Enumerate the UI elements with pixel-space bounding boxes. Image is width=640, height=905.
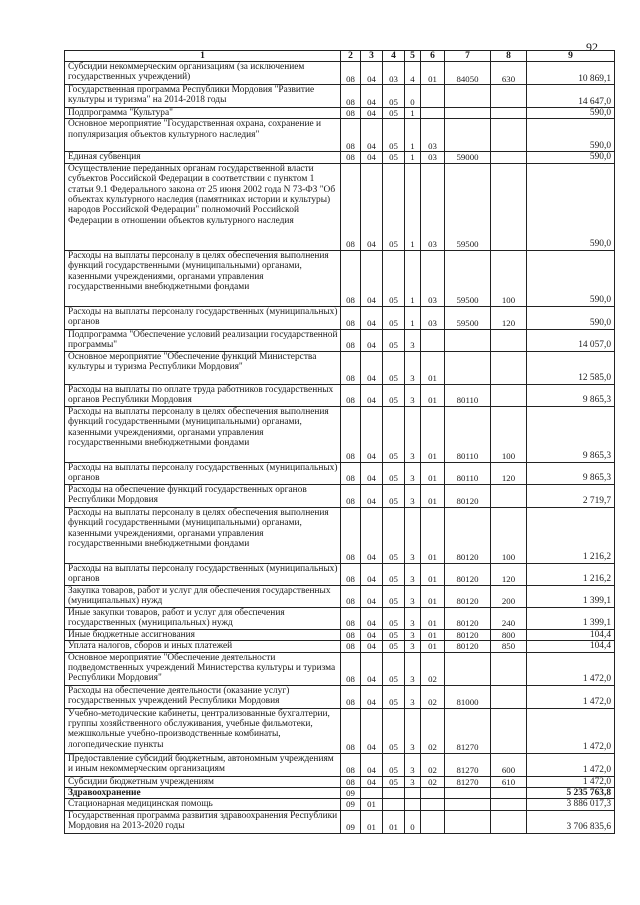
table-row: [65, 384, 615, 406]
row-amount: 14 647,0: [527, 85, 615, 108]
row-name: Здравоохранение: [65, 788, 341, 799]
code-subprogram: 3: [405, 629, 421, 640]
table-row: [65, 776, 615, 787]
code-expense-type: 800: [491, 629, 527, 640]
row-amount: 590,0: [527, 306, 615, 329]
code-subsection: 04: [361, 685, 383, 708]
code-activity: 01: [421, 629, 445, 640]
table-row: [65, 250, 615, 306]
code-program: 05: [383, 462, 405, 484]
code-expense-type: [491, 799, 527, 810]
code-section: 08: [341, 108, 361, 119]
code-subprogram: 1: [405, 152, 421, 163]
code-subprogram: 1: [405, 108, 421, 119]
code-subprogram: 0: [405, 85, 421, 108]
code-activity: 01: [421, 62, 445, 85]
code-expense-type: 600: [491, 753, 527, 776]
code-section: 08: [341, 776, 361, 787]
row-amount: 1 472,0: [527, 708, 615, 753]
code-direction: [445, 788, 491, 799]
code-subprogram: 3: [405, 462, 421, 484]
code-activity: 01: [421, 406, 445, 462]
code-program: 03: [383, 62, 405, 85]
code-activity: [421, 799, 445, 810]
row-name: Учебно-методические кабинеты, централизованные бухгалтерии, группы хозяйственного обслуживания, учебные фильмотеки, межшкольные учебно-производственные комбинаты, логопедические пункты: [65, 708, 341, 753]
code-section: 08: [341, 163, 361, 250]
row-name: Расходы на выплаты персоналу в целях обеспечения выполнения функций государственными (муниципальными) органами, казенными учреждениями, органами управления государственными внебюджетными фондами: [65, 507, 341, 563]
code-program: 05: [383, 629, 405, 640]
column-header: 8: [491, 51, 527, 62]
code-program: 05: [383, 753, 405, 776]
table-row: [65, 810, 615, 833]
code-program: 05: [383, 563, 405, 585]
row-amount: 1 472,0: [527, 652, 615, 685]
code-direction: [445, 351, 491, 384]
code-direction: 80120: [445, 607, 491, 629]
code-expense-type: [491, 85, 527, 108]
code-subsection: 04: [361, 250, 383, 306]
row-amount: 3 706 835,6: [527, 810, 615, 833]
row-name: Подпрограмма "Обеспечение условий реализации государственной программы": [65, 329, 341, 351]
code-subprogram: 3: [405, 708, 421, 753]
code-activity: 01: [421, 585, 445, 607]
code-subprogram: 3: [405, 776, 421, 787]
code-direction: [445, 810, 491, 833]
row-name: Расходы на выплаты по оплате труда работников государственных органов Республики Мордовия: [65, 384, 341, 406]
row-amount: 9 865,3: [527, 384, 615, 406]
code-subsection: 04: [361, 351, 383, 384]
code-activity: 01: [421, 507, 445, 563]
code-section: 08: [341, 708, 361, 753]
row-name: Расходы на обеспечение деятельности (оказание услуг) государственных учреждений Республики Мордовия: [65, 685, 341, 708]
code-section: 08: [341, 507, 361, 563]
code-activity: [421, 85, 445, 108]
code-subsection: 04: [361, 484, 383, 507]
code-program: 05: [383, 152, 405, 163]
code-direction: [445, 119, 491, 152]
code-section: 08: [341, 329, 361, 351]
row-name: Уплата налогов, сборов и иных платежей: [65, 641, 341, 652]
row-name: Расходы на выплаты персоналу государственных (муниципальных) органов: [65, 563, 341, 585]
row-name: Единая субвенция: [65, 152, 341, 163]
code-expense-type: [491, 484, 527, 507]
code-subprogram: 3: [405, 652, 421, 685]
code-direction: [445, 799, 491, 810]
code-subsection: 04: [361, 119, 383, 152]
code-program: 05: [383, 641, 405, 652]
code-expense-type: [491, 351, 527, 384]
code-expense-type: 120: [491, 563, 527, 585]
row-name: Иные закупки товаров, работ и услуг для обеспечения государственных (муниципальных) нужд: [65, 607, 341, 629]
code-activity: 02: [421, 776, 445, 787]
table-row: [65, 607, 615, 629]
table-row: [65, 119, 615, 152]
code-expense-type: 200: [491, 585, 527, 607]
row-name: Субсидии некоммерческим организациям (за исключением государственных учреждений): [65, 62, 341, 85]
code-section: 08: [341, 384, 361, 406]
code-direction: 59500: [445, 306, 491, 329]
code-subsection: 04: [361, 462, 383, 484]
code-subsection: 01: [361, 810, 383, 833]
code-activity: 01: [421, 384, 445, 406]
code-section: 08: [341, 641, 361, 652]
code-direction: [445, 652, 491, 685]
code-subsection: 04: [361, 507, 383, 563]
code-direction: 81270: [445, 708, 491, 753]
table-row: [65, 85, 615, 108]
row-name: Подпрограмма "Культура": [65, 108, 341, 119]
code-program: 05: [383, 607, 405, 629]
code-program: 05: [383, 685, 405, 708]
code-subsection: 04: [361, 652, 383, 685]
row-amount: 590,0: [527, 119, 615, 152]
code-section: 08: [341, 351, 361, 384]
code-activity: [421, 788, 445, 799]
code-subprogram: 3: [405, 753, 421, 776]
code-subsection: 04: [361, 753, 383, 776]
code-program: 05: [383, 163, 405, 250]
code-program: 05: [383, 351, 405, 384]
code-section: 08: [341, 250, 361, 306]
code-program: [383, 788, 405, 799]
code-program: 05: [383, 119, 405, 152]
code-direction: 80120: [445, 563, 491, 585]
code-direction: [445, 85, 491, 108]
code-subprogram: 3: [405, 329, 421, 351]
row-amount: 104,4: [527, 641, 615, 652]
row-amount: 590,0: [527, 250, 615, 306]
row-amount: 1 472,0: [527, 685, 615, 708]
row-name: Расходы на выплаты персоналу государственных (муниципальных) органов: [65, 306, 341, 329]
row-amount: 104,4: [527, 629, 615, 640]
code-program: 05: [383, 585, 405, 607]
code-direction: 80110: [445, 406, 491, 462]
table-row: [65, 507, 615, 563]
code-section: 08: [341, 85, 361, 108]
table-row: [65, 799, 615, 810]
code-activity: 03: [421, 306, 445, 329]
code-section: 08: [341, 119, 361, 152]
table-row: [65, 306, 615, 329]
code-direction: 81270: [445, 776, 491, 787]
table-row: [65, 152, 615, 163]
code-subsection: 01: [361, 799, 383, 810]
code-direction: 81000: [445, 685, 491, 708]
code-direction: 84050: [445, 62, 491, 85]
code-activity: 02: [421, 685, 445, 708]
row-amount: 1 472,0: [527, 776, 615, 787]
table-row: [65, 629, 615, 640]
code-program: 05: [383, 306, 405, 329]
row-name: Расходы на выплаты персоналу в целях обеспечения выполнения функций государственными (муниципальными) органами, казенными учреждениями, органами управления государственными внебюджетными фондами: [65, 250, 341, 306]
code-subprogram: 1: [405, 306, 421, 329]
code-program: 05: [383, 708, 405, 753]
code-subprogram: 3: [405, 507, 421, 563]
table-row: [65, 585, 615, 607]
code-direction: 80120: [445, 484, 491, 507]
code-section: 08: [341, 152, 361, 163]
code-subprogram: 3: [405, 585, 421, 607]
code-direction: 59500: [445, 163, 491, 250]
code-activity: [421, 810, 445, 833]
code-subprogram: 3: [405, 685, 421, 708]
code-expense-type: 100: [491, 250, 527, 306]
code-subsection: 04: [361, 306, 383, 329]
code-expense-type: 100: [491, 507, 527, 563]
code-subsection: 04: [361, 406, 383, 462]
table-row: [65, 351, 615, 384]
row-amount: 10 869,1: [527, 62, 615, 85]
code-direction: 80120: [445, 585, 491, 607]
code-section: 08: [341, 306, 361, 329]
code-section: 08: [341, 685, 361, 708]
row-name: Субсидии бюджетным учреждениям: [65, 776, 341, 787]
code-activity: 03: [421, 250, 445, 306]
table-body: [65, 62, 615, 834]
code-subsection: 04: [361, 329, 383, 351]
code-subprogram: 3: [405, 641, 421, 652]
page-number: 92: [586, 40, 598, 54]
code-subprogram: 1: [405, 250, 421, 306]
code-subsection: 04: [361, 85, 383, 108]
code-activity: 03: [421, 163, 445, 250]
code-subsection: 04: [361, 629, 383, 640]
code-subprogram: 3: [405, 406, 421, 462]
code-direction: [445, 108, 491, 119]
row-amount: 5 235 763,8: [527, 788, 615, 799]
code-section: 08: [341, 406, 361, 462]
code-direction: 59000: [445, 152, 491, 163]
code-section: 08: [341, 652, 361, 685]
code-subprogram: 3: [405, 607, 421, 629]
code-expense-type: 240: [491, 607, 527, 629]
budget-table: [64, 50, 615, 834]
table-row: [65, 563, 615, 585]
row-amount: 12 585,0: [527, 351, 615, 384]
code-subprogram: 3: [405, 384, 421, 406]
code-direction: 80110: [445, 384, 491, 406]
code-activity: 01: [421, 351, 445, 384]
code-section: 08: [341, 607, 361, 629]
column-header: 9: [527, 51, 615, 62]
row-amount: 1 216,2: [527, 563, 615, 585]
code-expense-type: [491, 685, 527, 708]
code-subprogram: 1: [405, 119, 421, 152]
code-subprogram: 0: [405, 810, 421, 833]
code-expense-type: [491, 810, 527, 833]
row-amount: 1 472,0: [527, 753, 615, 776]
code-program: 05: [383, 329, 405, 351]
code-expense-type: [491, 119, 527, 152]
code-activity: 01: [421, 607, 445, 629]
code-direction: 80120: [445, 507, 491, 563]
code-subprogram: 4: [405, 62, 421, 85]
code-activity: 02: [421, 708, 445, 753]
row-name: Основное мероприятие "Государственная охрана, сохранение и популяризация объектов культурного наследия": [65, 119, 341, 152]
column-header: 5: [405, 51, 421, 62]
code-subsection: 04: [361, 607, 383, 629]
column-header: 7: [445, 51, 491, 62]
table-header-row: [65, 51, 615, 62]
row-name: Стационарная медицинская помощь: [65, 799, 341, 810]
code-direction: [445, 329, 491, 351]
code-section: 08: [341, 629, 361, 640]
code-subsection: 04: [361, 641, 383, 652]
code-section: 08: [341, 462, 361, 484]
code-subsection: 04: [361, 563, 383, 585]
code-expense-type: [491, 788, 527, 799]
code-expense-type: [491, 152, 527, 163]
column-header: 6: [421, 51, 445, 62]
code-program: 05: [383, 85, 405, 108]
code-program: 05: [383, 484, 405, 507]
row-name: Государственная программа развития здравоохранения Республики Мордовия на 2013-2020 годы: [65, 810, 341, 833]
code-expense-type: [491, 384, 527, 406]
row-amount: 590,0: [527, 108, 615, 119]
row-amount: 590,0: [527, 163, 615, 250]
code-subprogram: 3: [405, 484, 421, 507]
code-program: 01: [383, 810, 405, 833]
table-row: [65, 329, 615, 351]
code-section: 08: [341, 484, 361, 507]
code-activity: 01: [421, 641, 445, 652]
code-expense-type: 610: [491, 776, 527, 787]
code-program: [383, 799, 405, 810]
row-name: Основное мероприятие "Обеспечение функций Министерства культуры и туризма Республики Мордовия": [65, 351, 341, 384]
code-subprogram: 3: [405, 351, 421, 384]
code-expense-type: 120: [491, 306, 527, 329]
code-expense-type: [491, 163, 527, 250]
code-activity: 01: [421, 563, 445, 585]
row-amount: 3 886 017,3: [527, 799, 615, 810]
code-direction: 81270: [445, 753, 491, 776]
row-name: Расходы на обеспечение функций государственных органов Республики Мордовия: [65, 484, 341, 507]
table-row: [65, 462, 615, 484]
code-activity: [421, 329, 445, 351]
code-expense-type: [491, 108, 527, 119]
code-subprogram: [405, 799, 421, 810]
row-amount: 14 057,0: [527, 329, 615, 351]
row-name: Осуществление переданных органам государственной власти субъектов Российской Федерации в соответствии с пунктом 1 статьи 9.1 Федерального закона от 25 июня 2002 года N 73-ФЗ "Об объектах культурного наследия (памятниках истории и культуры) народов Российской Федерации" полномочий Российской Федерации в отношении объектов культурного наследия: [65, 163, 341, 250]
column-header: 3: [361, 51, 383, 62]
code-expense-type: [491, 329, 527, 351]
table-row: [65, 788, 615, 799]
code-activity: 01: [421, 462, 445, 484]
column-header: 1: [65, 51, 341, 62]
code-section: 09: [341, 810, 361, 833]
code-expense-type: [491, 652, 527, 685]
row-amount: 1 216,2: [527, 507, 615, 563]
code-subsection: 04: [361, 585, 383, 607]
row-name: Расходы на выплаты персоналу в целях обеспечения выполнения функций государственными (муниципальными) органами, казенными учреждениями, органами управления государственными внебюджетными фондами: [65, 406, 341, 462]
code-activity: 03: [421, 152, 445, 163]
code-program: 05: [383, 406, 405, 462]
code-expense-type: 120: [491, 462, 527, 484]
code-program: 05: [383, 507, 405, 563]
code-program: 05: [383, 108, 405, 119]
row-amount: 1 399,1: [527, 585, 615, 607]
code-subsection: 04: [361, 776, 383, 787]
code-activity: 01: [421, 484, 445, 507]
table-row: [65, 62, 615, 85]
code-subsection: 04: [361, 152, 383, 163]
code-direction: 80120: [445, 629, 491, 640]
code-direction: 80120: [445, 641, 491, 652]
code-subsection: 04: [361, 108, 383, 119]
row-name: Закупка товаров, работ и услуг для обеспечения государственных (муниципальных) нужд: [65, 585, 341, 607]
code-section: 08: [341, 585, 361, 607]
code-subprogram: 3: [405, 563, 421, 585]
table-row: [65, 163, 615, 250]
table-row: [65, 484, 615, 507]
table-row: [65, 753, 615, 776]
code-program: 05: [383, 384, 405, 406]
code-subsection: 04: [361, 708, 383, 753]
code-section: 08: [341, 563, 361, 585]
column-header: 4: [383, 51, 405, 62]
row-amount: 9 865,3: [527, 406, 615, 462]
code-expense-type: [491, 708, 527, 753]
code-activity: 02: [421, 652, 445, 685]
code-expense-type: 100: [491, 406, 527, 462]
row-name: Предоставление субсидий бюджетным, автономным учреждениям и иным некоммерческим организациям: [65, 753, 341, 776]
code-section: 09: [341, 788, 361, 799]
code-subprogram: 1: [405, 163, 421, 250]
code-activity: 02: [421, 753, 445, 776]
row-amount: 2 719,7: [527, 484, 615, 507]
code-section: 08: [341, 753, 361, 776]
row-name: Основное мероприятие "Обеспечение деятельности подведомственных учреждений Министерства культуры и туризма Республики Мордовия": [65, 652, 341, 685]
code-expense-type: 850: [491, 641, 527, 652]
table-row: [65, 685, 615, 708]
table-row: [65, 108, 615, 119]
table-row: [65, 406, 615, 462]
code-expense-type: 630: [491, 62, 527, 85]
table-row: [65, 641, 615, 652]
code-section: 09: [341, 799, 361, 810]
row-amount: 1 399,1: [527, 607, 615, 629]
column-header: 2: [341, 51, 361, 62]
code-subsection: [361, 788, 383, 799]
row-name: Иные бюджетные ассигнования: [65, 629, 341, 640]
table-row: [65, 652, 615, 685]
row-amount: 9 865,3: [527, 462, 615, 484]
code-subsection: 04: [361, 62, 383, 85]
code-section: 08: [341, 62, 361, 85]
code-subprogram: [405, 788, 421, 799]
row-name: Государственная программа Республики Мордовия "Развитие культуры и туризма" на 2014-2018 годы: [65, 85, 341, 108]
code-direction: 59500: [445, 250, 491, 306]
table-row: [65, 708, 615, 753]
row-amount: 590,0: [527, 152, 615, 163]
row-name: Расходы на выплаты персоналу государственных (муниципальных) органов: [65, 462, 341, 484]
code-program: 05: [383, 652, 405, 685]
code-activity: [421, 108, 445, 119]
code-subsection: 04: [361, 384, 383, 406]
code-program: 05: [383, 250, 405, 306]
code-direction: 80110: [445, 462, 491, 484]
code-activity: 03: [421, 119, 445, 152]
code-subsection: 04: [361, 163, 383, 250]
code-program: 05: [383, 776, 405, 787]
